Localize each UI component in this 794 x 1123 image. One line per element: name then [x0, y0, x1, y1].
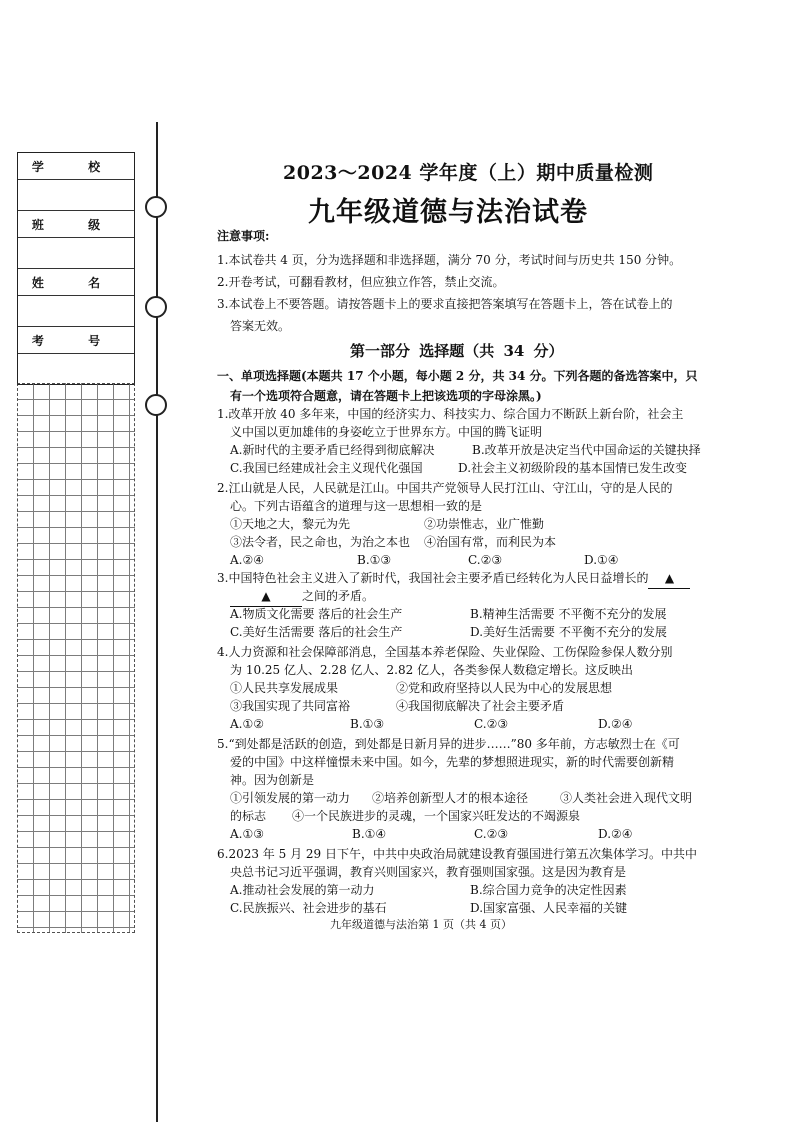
option-d: D.社会主义初级阶段的基本国情已发生改变 — [458, 461, 688, 475]
option-d: D.②④ — [598, 827, 633, 841]
school-label: 学 校 — [18, 153, 134, 180]
student-info-table — [17, 152, 135, 385]
option-d: D.①④ — [584, 553, 619, 567]
exam-title: 2023～2024 学年度（上）期中质量检测 — [283, 162, 654, 184]
section-instruction: 有一个选项符合题意，请在答题卡上把该选项的字母涂黑。) — [230, 389, 542, 403]
option-b: B.①③ — [350, 717, 385, 731]
school-field[interactable] — [18, 180, 134, 211]
statement: ③人类社会进入现代文明 — [560, 791, 693, 805]
option-a: A.②④ — [230, 553, 264, 567]
question-stem: 为 10.25 亿人、2.28 亿人、2.82 亿人，各类参保人数稳定增长。这反映出 — [230, 663, 634, 677]
name-label: 姓 名 — [18, 269, 134, 296]
question-stem: 4.人力资源和社会保障部消息，全国基本养老保险、失业保险、工伤保险参保人数分别 — [217, 645, 673, 659]
question-stem: 心。下列古语蕴含的道理与这一思想相一致的是 — [230, 499, 483, 513]
page-footer: 九年级道德与法治第 1 页（共 4 页） — [330, 918, 512, 931]
statement: ④一个民族进步的灵魂，一个国家兴旺发达的不竭源泉 — [292, 809, 581, 823]
binding-hole-icon — [145, 196, 167, 218]
triangle-icon: ▲ — [664, 571, 675, 585]
option-b: B.综合国力竞争的决定性因素 — [470, 883, 627, 897]
option-b: B.改革开放是决定当代中国命运的关键抉择 — [472, 443, 701, 457]
option-a: A.①② — [230, 717, 264, 731]
question-stem: 2.江山就是人民，人民就是江山。中国共产党领导人民打江山、守江山，守的是人民的 — [217, 481, 673, 495]
notice-item: 3.本试卷上不要答题。请按答题卡上的要求直接把答案填写在答题卡上，答在试卷上的 — [217, 297, 673, 311]
notice-item: 2.开卷考试，可翻看教材，但应独立作答，禁止交流。 — [217, 275, 505, 289]
notice-item: 1.本试卷共 4 页，分为选择题和非选择题，满分 70 分，考试时间与历史共 150 分钟。 — [217, 253, 682, 267]
question-stem: 义中国以更加雄伟的身姿屹立于世界东方。中国的腾飞证明 — [230, 425, 543, 439]
statement: ②党和政府坚持以人民为中心的发展思想 — [396, 681, 613, 695]
option-b: B.精神生活需要 不平衡不充分的发展 — [470, 607, 667, 621]
option-b: B.①③ — [357, 553, 392, 567]
question-stem-text: 3.中国特色社会主义进入了新时代，我国社会主要矛盾已经转化为人民日益增长的 — [217, 571, 649, 585]
statement: ①天地之大，黎元为先 — [230, 517, 351, 531]
option-a: A.物质文化需要 落后的社会生产 — [230, 607, 403, 621]
option-a: A.①③ — [230, 827, 264, 841]
section-instruction: 一、单项选择题(本题共 17 个小题，每小题 2 分，共 34 分。下列各题的备选答案中，只 — [217, 369, 698, 383]
option-a: A.推动社会发展的第一动力 — [230, 883, 375, 897]
question-stem: 神。因为创新是 — [230, 773, 315, 787]
question-stem: 爱的中国》中这样憧憬未来中国。如今，先辈的梦想照进现实，新的时代需要创新精 — [230, 755, 675, 769]
option-c: C.民族振兴、社会进步的基石 — [230, 901, 387, 915]
statement: 的标志 — [230, 809, 267, 823]
statement: ②功崇惟志，业广惟勤 — [424, 517, 545, 531]
exam-subtitle: 九年级道德与法治试卷 — [308, 197, 588, 228]
question-stem: 1.改革开放 40 多年来，中国的经济实力、科技实力、综合国力不断跃上新台阶，社会主 — [217, 407, 684, 421]
option-b: B.①④ — [352, 827, 387, 841]
question-stem-text: 之间的矛盾。 — [302, 589, 375, 603]
question-stem: 6.2023 年 5 月 29 日下午，中共中央政治局就建设教育强国进行第五次集体学习。中共中 — [217, 847, 697, 861]
option-c: C.②③ — [474, 717, 509, 731]
statement: ①人民共享发展成果 — [230, 681, 339, 695]
statement: ③法令者，民之命也，为治之本也 — [230, 535, 411, 549]
option-d: D.国家富强、人民幸福的关键 — [470, 901, 628, 915]
option-c: C.②③ — [468, 553, 503, 567]
class-field[interactable] — [18, 238, 134, 269]
option-c: C.我国已经建成社会主义现代化强国 — [230, 461, 423, 475]
triangle-icon: ▲ — [261, 589, 271, 603]
option-c: C.②③ — [474, 827, 509, 841]
question-stem: 央总书记习近平强调，教育兴则国家兴，教育强则国家强。这是因为教育是 — [230, 865, 627, 879]
option-a: A.新时代的主要矛盾已经得到彻底解决 — [230, 443, 435, 457]
exam-number-grid — [17, 383, 135, 933]
statement: ④我国彻底解决了社会主要矛盾 — [396, 699, 565, 713]
option-d: D.②④ — [598, 717, 633, 731]
exam-number-label: 考 号 — [18, 327, 134, 354]
name-field[interactable] — [18, 296, 134, 327]
option-d: D.美好生活需要 不平衡不充分的发展 — [470, 625, 667, 639]
exam-number-field[interactable] — [18, 354, 134, 384]
answer-blank — [648, 568, 690, 589]
part-title: 第一部分 选择题（共 34 分） — [350, 342, 564, 360]
statement: ④治国有常，而利民为本 — [424, 535, 557, 549]
question-stem: 5.“到处都是活跃的创造，到处都是日新月异的进步……”80 多年前，方志敏烈士在《可 — [217, 737, 680, 751]
binding-line — [156, 122, 158, 1122]
binding-hole-icon — [145, 296, 167, 318]
notice-title: 注意事项: — [217, 229, 270, 243]
notice-item: 答案无效。 — [230, 319, 291, 333]
statement: ②培养创新型人才的根本途径 — [372, 791, 529, 805]
option-c: C.美好生活需要 落后的社会生产 — [230, 625, 403, 639]
class-label: 班 级 — [18, 211, 134, 238]
statement: ①引领发展的第一动力 — [230, 791, 351, 805]
binding-hole-icon — [145, 394, 167, 416]
statement: ③我国实现了共同富裕 — [230, 699, 351, 713]
